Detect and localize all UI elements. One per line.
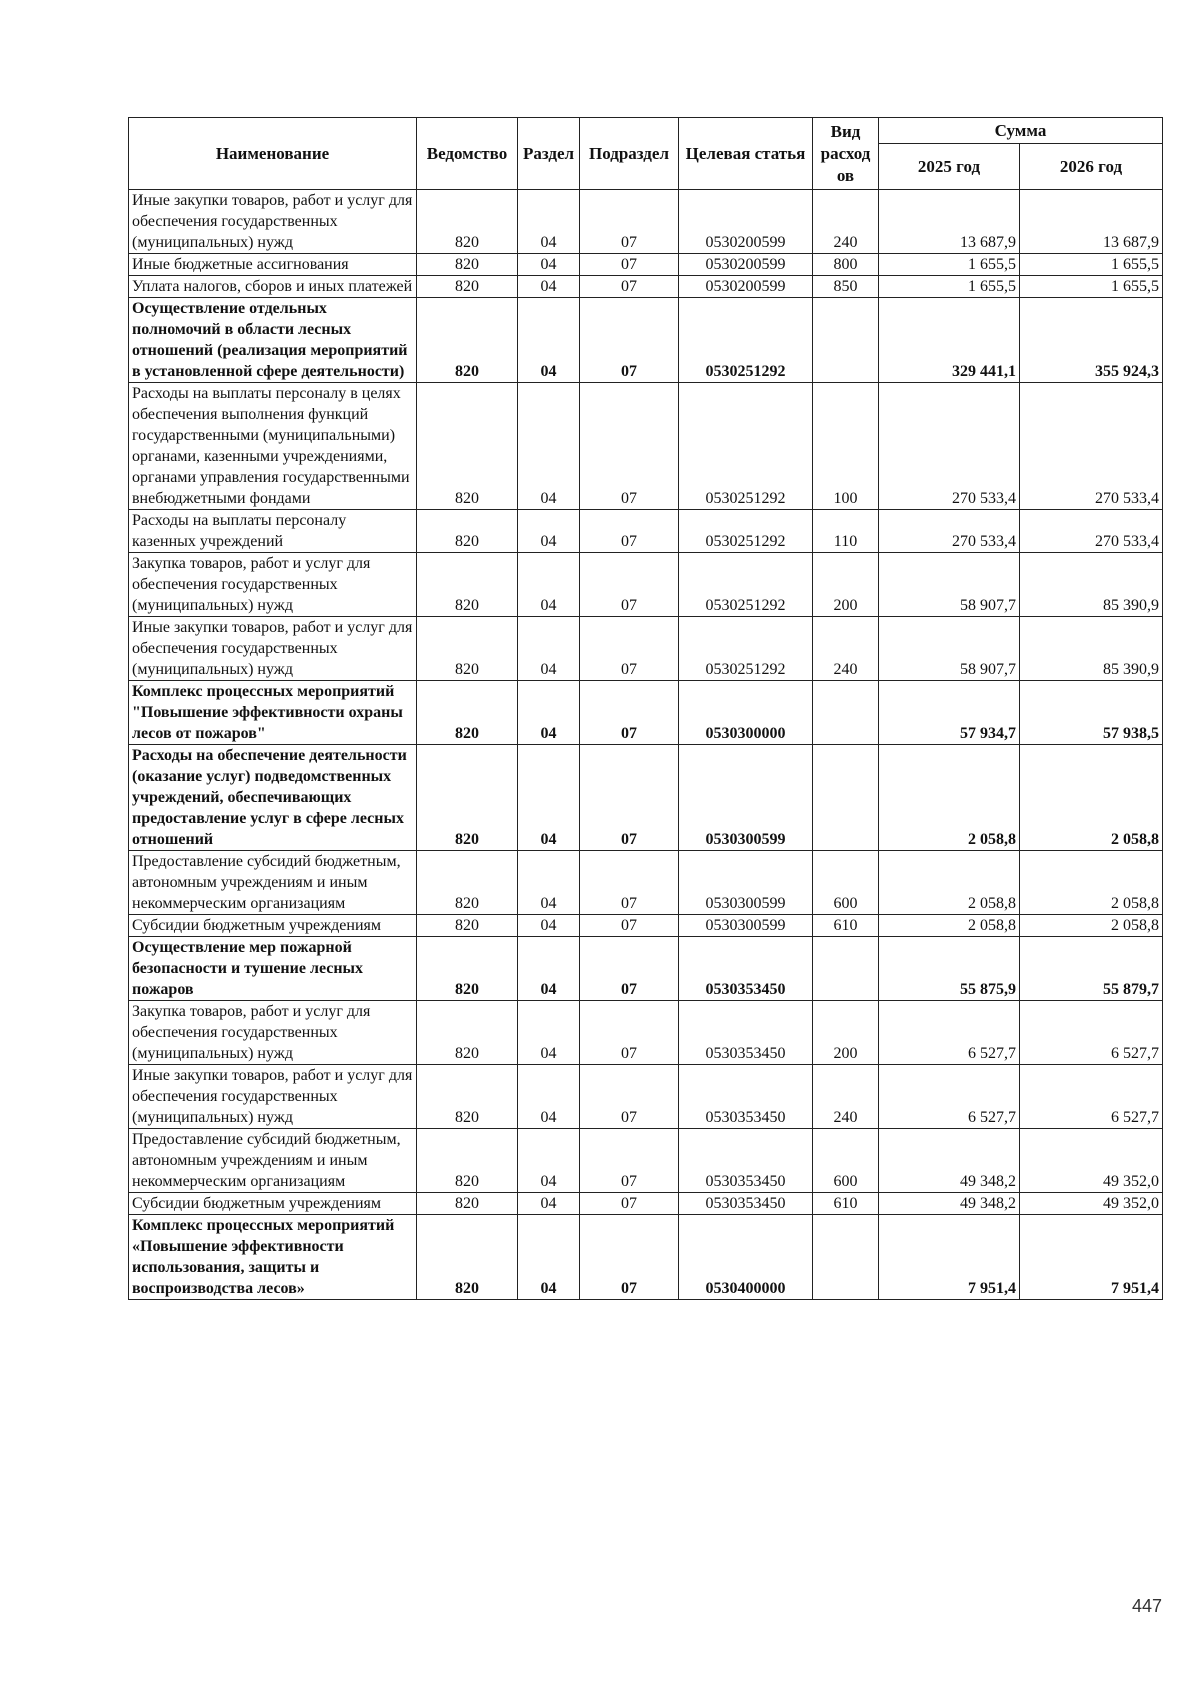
cell-section: 04 <box>518 190 580 254</box>
cell-2025: 329 441,1 <box>879 298 1020 383</box>
cell-2026: 355 924,3 <box>1020 298 1163 383</box>
cell-ministry: 820 <box>417 937 518 1001</box>
cell-subsection: 07 <box>580 510 679 553</box>
cell-target: 0530251292 <box>679 510 813 553</box>
cell-target: 0530400000 <box>679 1215 813 1300</box>
cell-target: 0530300599 <box>679 915 813 937</box>
cell-target: 0530300599 <box>679 851 813 915</box>
cell-name: Расходы на выплаты персоналу в целях обеспечения выполнения функций государственными (муниципальными) органами, казенными учреждениями, органами управления государственными внебюджетными фондами <box>129 383 417 510</box>
cell-section: 04 <box>518 851 580 915</box>
cell-2025: 2 058,8 <box>879 915 1020 937</box>
cell-section: 04 <box>518 915 580 937</box>
cell-ministry: 820 <box>417 510 518 553</box>
header-year-2025: 2025 год <box>879 144 1020 190</box>
cell-2026: 49 352,0 <box>1020 1129 1163 1193</box>
cell-target: 0530251292 <box>679 553 813 617</box>
cell-name: Иные закупки товаров, работ и услуг для обеспечения государственных (муниципальных) нужд <box>129 617 417 681</box>
table-row <box>129 510 1163 553</box>
cell-section: 04 <box>518 1065 580 1129</box>
cell-target: 0530251292 <box>679 383 813 510</box>
table-row <box>129 851 1163 915</box>
table-row <box>129 937 1163 1001</box>
cell-2026: 2 058,8 <box>1020 851 1163 915</box>
cell-2026: 270 533,4 <box>1020 383 1163 510</box>
cell-subsection: 07 <box>580 851 679 915</box>
cell-section: 04 <box>518 298 580 383</box>
cell-kind: 610 <box>813 1193 879 1215</box>
cell-name: Иные закупки товаров, работ и услуг для обеспечения государственных (муниципальных) нужд <box>129 1065 417 1129</box>
table-row <box>129 617 1163 681</box>
table-row <box>129 254 1163 276</box>
cell-subsection: 07 <box>580 553 679 617</box>
cell-section: 04 <box>518 254 580 276</box>
cell-section: 04 <box>518 1001 580 1065</box>
cell-ministry: 820 <box>417 915 518 937</box>
cell-kind <box>813 298 879 383</box>
cell-target: 0530200599 <box>679 254 813 276</box>
cell-2025: 270 533,4 <box>879 510 1020 553</box>
cell-kind <box>813 1215 879 1300</box>
cell-subsection: 07 <box>580 254 679 276</box>
cell-ministry: 820 <box>417 851 518 915</box>
table-row <box>129 276 1163 298</box>
cell-section: 04 <box>518 617 580 681</box>
cell-target: 0530300599 <box>679 745 813 851</box>
cell-section: 04 <box>518 1193 580 1215</box>
cell-kind: 240 <box>813 1065 879 1129</box>
cell-2026: 85 390,9 <box>1020 617 1163 681</box>
header-year-2026: 2026 год <box>1020 144 1163 190</box>
cell-kind: 610 <box>813 915 879 937</box>
cell-target: 0530353450 <box>679 937 813 1001</box>
cell-ministry: 820 <box>417 617 518 681</box>
table-row <box>129 1215 1163 1300</box>
cell-2026: 2 058,8 <box>1020 915 1163 937</box>
cell-section: 04 <box>518 1215 580 1300</box>
cell-2025: 6 527,7 <box>879 1065 1020 1129</box>
cell-target: 0530300000 <box>679 681 813 745</box>
header-name: Наименование <box>129 118 417 190</box>
cell-2025: 57 934,7 <box>879 681 1020 745</box>
cell-section: 04 <box>518 745 580 851</box>
cell-2026: 57 938,5 <box>1020 681 1163 745</box>
cell-2025: 49 348,2 <box>879 1193 1020 1215</box>
cell-2025: 55 875,9 <box>879 937 1020 1001</box>
cell-kind <box>813 745 879 851</box>
cell-name: Закупка товаров, работ и услуг для обеспечения государственных (муниципальных) нужд <box>129 1001 417 1065</box>
cell-2025: 7 951,4 <box>879 1215 1020 1300</box>
table-row <box>129 383 1163 510</box>
cell-subsection: 07 <box>580 1001 679 1065</box>
cell-subsection: 07 <box>580 915 679 937</box>
cell-2026: 13 687,9 <box>1020 190 1163 254</box>
cell-name: Иные закупки товаров, работ и услуг для обеспечения государственных (муниципальных) нужд <box>129 190 417 254</box>
table-row <box>129 298 1163 383</box>
cell-name: Предоставление субсидий бюджетным, автономным учреждениям и иным некоммерческим организациям <box>129 851 417 915</box>
cell-target: 0530353450 <box>679 1065 813 1129</box>
cell-name: Осуществление отдельных полномочий в области лесных отношений (реализация мероприятий в установленной сфере деятельности) <box>129 298 417 383</box>
cell-subsection: 07 <box>580 681 679 745</box>
cell-target: 0530200599 <box>679 276 813 298</box>
table-row <box>129 1065 1163 1129</box>
cell-2026: 270 533,4 <box>1020 510 1163 553</box>
cell-ministry: 820 <box>417 1215 518 1300</box>
cell-2025: 6 527,7 <box>879 1001 1020 1065</box>
cell-ministry: 820 <box>417 1129 518 1193</box>
cell-ministry: 820 <box>417 276 518 298</box>
cell-ministry: 820 <box>417 1065 518 1129</box>
cell-subsection: 07 <box>580 1129 679 1193</box>
cell-2025: 49 348,2 <box>879 1129 1020 1193</box>
cell-2025: 270 533,4 <box>879 383 1020 510</box>
cell-ministry: 820 <box>417 1001 518 1065</box>
cell-2025: 58 907,7 <box>879 553 1020 617</box>
cell-name: Предоставление субсидий бюджетным, автономным учреждениям и иным некоммерческим организациям <box>129 1129 417 1193</box>
cell-ministry: 820 <box>417 254 518 276</box>
cell-kind: 600 <box>813 851 879 915</box>
cell-section: 04 <box>518 553 580 617</box>
cell-2025: 2 058,8 <box>879 745 1020 851</box>
cell-ministry: 820 <box>417 745 518 851</box>
cell-2025: 2 058,8 <box>879 851 1020 915</box>
cell-name: Комплекс процессных мероприятий «Повышение эффективности использования, защиты и воспроизводства лесов» <box>129 1215 417 1300</box>
cell-subsection: 07 <box>580 1215 679 1300</box>
header-target: Целевая статья <box>679 118 813 190</box>
cell-section: 04 <box>518 1129 580 1193</box>
table-row <box>129 190 1163 254</box>
cell-ministry: 820 <box>417 298 518 383</box>
cell-subsection: 07 <box>580 617 679 681</box>
cell-2025: 58 907,7 <box>879 617 1020 681</box>
cell-target: 0530251292 <box>679 298 813 383</box>
cell-2026: 2 058,8 <box>1020 745 1163 851</box>
cell-kind <box>813 681 879 745</box>
cell-section: 04 <box>518 383 580 510</box>
cell-kind <box>813 937 879 1001</box>
cell-kind: 110 <box>813 510 879 553</box>
table-row <box>129 681 1163 745</box>
cell-section: 04 <box>518 276 580 298</box>
cell-section: 04 <box>518 510 580 553</box>
cell-2026: 55 879,7 <box>1020 937 1163 1001</box>
cell-target: 0530200599 <box>679 190 813 254</box>
cell-subsection: 07 <box>580 745 679 851</box>
cell-name: Комплекс процессных мероприятий "Повышение эффективности охраны лесов от пожаров" <box>129 681 417 745</box>
cell-kind: 600 <box>813 1129 879 1193</box>
cell-name: Субсидии бюджетным учреждениям <box>129 915 417 937</box>
cell-2026: 7 951,4 <box>1020 1215 1163 1300</box>
cell-subsection: 07 <box>580 1193 679 1215</box>
cell-2026: 6 527,7 <box>1020 1065 1163 1129</box>
cell-kind: 240 <box>813 190 879 254</box>
cell-2025: 13 687,9 <box>879 190 1020 254</box>
cell-kind: 200 <box>813 553 879 617</box>
table-row <box>129 915 1163 937</box>
cell-target: 0530353450 <box>679 1001 813 1065</box>
cell-2026: 1 655,5 <box>1020 254 1163 276</box>
cell-2026: 49 352,0 <box>1020 1193 1163 1215</box>
cell-section: 04 <box>518 937 580 1001</box>
cell-kind: 240 <box>813 617 879 681</box>
cell-subsection: 07 <box>580 937 679 1001</box>
cell-ministry: 820 <box>417 1193 518 1215</box>
cell-subsection: 07 <box>580 298 679 383</box>
header-ministry: Ведомство <box>417 118 518 190</box>
table-row <box>129 745 1163 851</box>
header-subsection: Подраздел <box>580 118 679 190</box>
cell-name: Закупка товаров, работ и услуг для обеспечения государственных (муниципальных) нужд <box>129 553 417 617</box>
cell-name: Уплата налогов, сборов и иных платежей <box>129 276 417 298</box>
cell-2025: 1 655,5 <box>879 254 1020 276</box>
budget-table <box>128 117 1163 1300</box>
cell-ministry: 820 <box>417 553 518 617</box>
cell-subsection: 07 <box>580 276 679 298</box>
cell-ministry: 820 <box>417 681 518 745</box>
cell-name: Иные бюджетные ассигнования <box>129 254 417 276</box>
cell-ministry: 820 <box>417 383 518 510</box>
page-number: 447 <box>1131 1596 1162 1616</box>
cell-kind: 200 <box>813 1001 879 1065</box>
cell-subsection: 07 <box>580 1065 679 1129</box>
header-sum: Сумма <box>879 118 1163 144</box>
table-row <box>129 1129 1163 1193</box>
table-body <box>129 190 1163 1300</box>
cell-name: Расходы на выплаты персоналу казенных учреждений <box>129 510 417 553</box>
cell-name: Расходы на обеспечение деятельности (оказание услуг) подведомственных учреждений, обеспечивающих предоставление услуг в сфере лесных отношений <box>129 745 417 851</box>
cell-subsection: 07 <box>580 190 679 254</box>
header-kind: Вид расход ов <box>813 118 879 190</box>
table-header <box>129 118 1163 190</box>
cell-kind: 800 <box>813 254 879 276</box>
table-row <box>129 553 1163 617</box>
cell-target: 0530251292 <box>679 617 813 681</box>
cell-name: Субсидии бюджетным учреждениям <box>129 1193 417 1215</box>
cell-target: 0530353450 <box>679 1193 813 1215</box>
cell-2026: 1 655,5 <box>1020 276 1163 298</box>
cell-2025: 1 655,5 <box>879 276 1020 298</box>
table-row <box>129 1193 1163 1215</box>
cell-section: 04 <box>518 681 580 745</box>
header-section: Раздел <box>518 118 580 190</box>
cell-2026: 85 390,9 <box>1020 553 1163 617</box>
cell-kind: 100 <box>813 383 879 510</box>
cell-name: Осуществление мер пожарной безопасности и тушение лесных пожаров <box>129 937 417 1001</box>
cell-target: 0530353450 <box>679 1129 813 1193</box>
cell-subsection: 07 <box>580 383 679 510</box>
cell-2026: 6 527,7 <box>1020 1001 1163 1065</box>
table-row <box>129 1001 1163 1065</box>
cell-kind: 850 <box>813 276 879 298</box>
cell-ministry: 820 <box>417 190 518 254</box>
